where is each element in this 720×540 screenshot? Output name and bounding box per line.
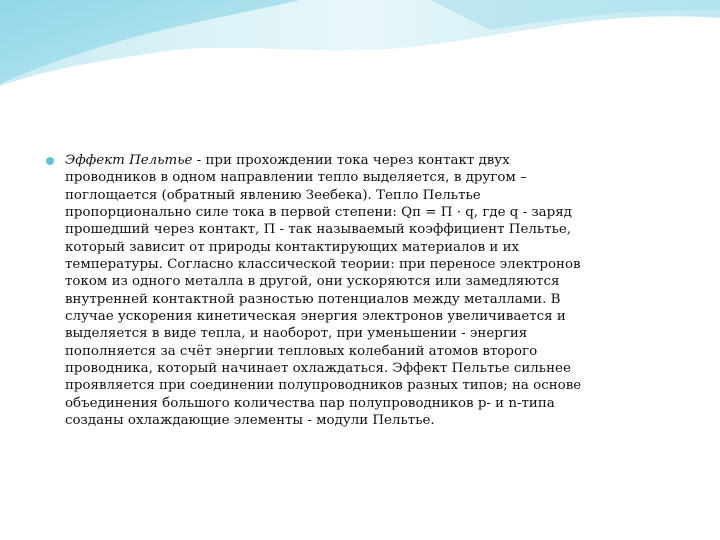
paragraph-line: выделяется в виде тепла, и наоборот, при уменьшении - энергия: [65, 326, 528, 342]
circle-bullet-icon: [46, 157, 54, 165]
term-peltier-effect: Эффект Пельтье: [65, 153, 193, 168]
paragraph-line: проявляется при соединении полупроводников разных типов; на основе: [65, 378, 582, 394]
paragraph-line: поглощается (обратный явлению Зеебека). Тепло Пельтье: [65, 187, 481, 203]
paragraph-line: температуры. Согласно классической теории: при переносе электронов: [65, 257, 581, 273]
paragraph-line: объединения большого количества пар полупроводников p- и n-типа: [65, 395, 555, 411]
paragraph-line: пополняется за счёт энергии тепловых колебаний атомов второго: [65, 343, 538, 359]
paragraph-line: который зависит от природы контактирующих материалов и их: [65, 239, 520, 255]
bullet-paragraph: [46, 152, 668, 430]
paragraph-line: внутренней контактной разностью потенциалов между металлами. В: [65, 291, 561, 307]
paragraph-line: током из одного металла в другой, они ускоряются или замедляются: [65, 274, 560, 290]
paragraph-line: проводников в одном направлении тепло выделяется, в другом –: [65, 170, 527, 186]
paragraph-line: созданы охлаждающие элементы - модули Пельтье.: [65, 413, 435, 429]
paragraph-line: - при прохождении тока через контакт двух: [192, 153, 510, 168]
paragraph-line: прошедший через контакт, П - так называемый коэффициент Пельтье,: [65, 222, 572, 238]
paragraph-line: проводника, который начинает охлаждаться. Эффект Пельтье сильнее: [65, 361, 571, 377]
paragraph-line: пропорционально силе тока в первой степени: Qп = П · q, где q - заряд: [65, 205, 572, 221]
paragraph-line: случае ускорения кинетическая энергия электронов увеличивается и: [65, 309, 566, 325]
paragraph-text: [65, 152, 668, 430]
slide-content: [46, 152, 668, 430]
header-wave-decoration: [0, 0, 720, 110]
